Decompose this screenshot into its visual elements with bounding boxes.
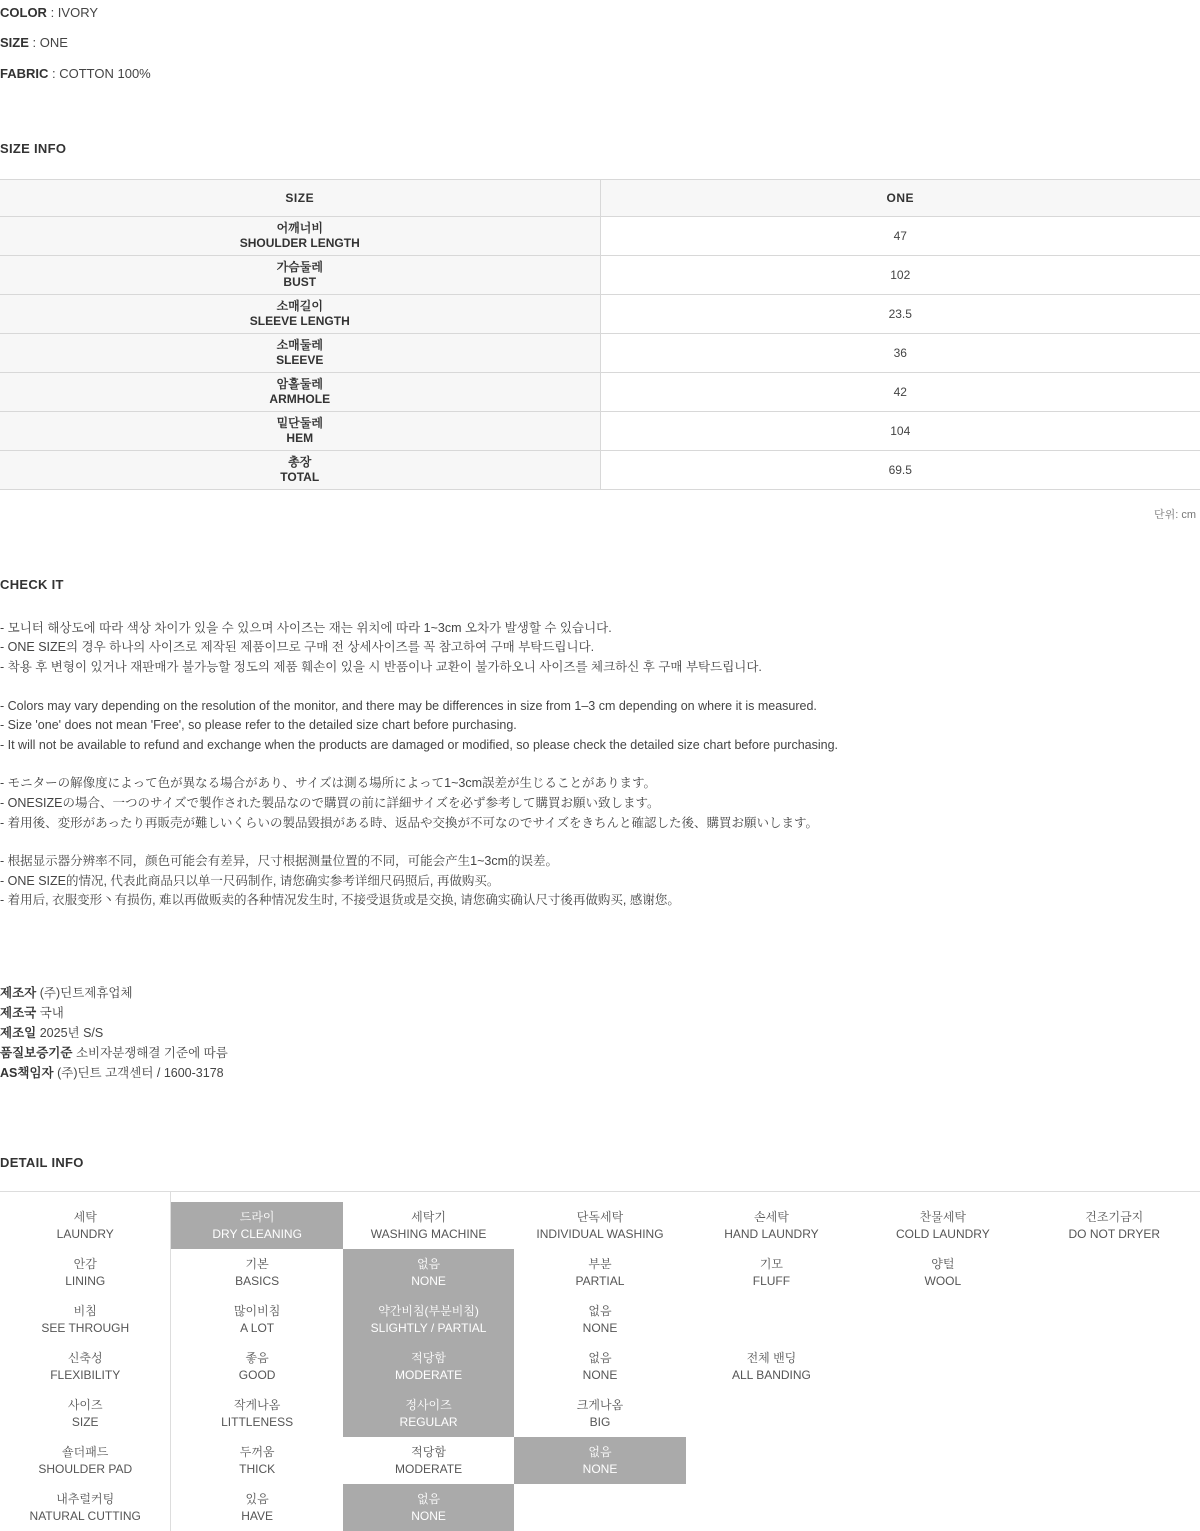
detail-cell-kr: 적당함 [411, 1445, 446, 1460]
detail-cell-kr: 비침 [73, 1304, 97, 1319]
detail-cell-en: DRY CLEANING [212, 1226, 302, 1241]
spec-fabric-value: COTTON 100% [59, 65, 151, 81]
detail-cell-kr: 크게나옴 [576, 1398, 624, 1413]
detail-cell-kr: 좋음 [245, 1351, 269, 1366]
detail-cell-en: NONE [411, 1508, 446, 1523]
size-row-label-kr: 소매둘레 [276, 337, 323, 352]
detail-cell-kr: 숄더패드 [62, 1445, 109, 1460]
manufacture-label: 품질보증기준 [0, 1046, 73, 1061]
detail-cell-kr: 없음 [588, 1304, 612, 1319]
detail-cell-en: THICK [239, 1461, 276, 1476]
manufacture-value: 2025년 S/S [39, 1026, 104, 1041]
manufacture-value: 국내 [39, 1006, 64, 1021]
detail-cell[interactable] [171, 1296, 342, 1343]
detail-cell[interactable] [343, 1437, 514, 1484]
detail-cell-kr: 두꺼움 [239, 1445, 275, 1460]
detail-cell [0, 1296, 170, 1343]
size-row-label-kr: 어깨너비 [276, 220, 323, 235]
manufacture-label: 제조국 [0, 1006, 37, 1021]
detail-cell[interactable] [514, 1249, 685, 1296]
spec-fabric-sep: : [48, 65, 60, 81]
size-row-label [0, 372, 600, 411]
detail-cell[interactable] [514, 1296, 685, 1343]
detail-cell [0, 1343, 170, 1390]
spec-color [0, 0, 1200, 20]
size-table-header-size: SIZE [0, 179, 600, 216]
size-row-value: 42 [600, 372, 1200, 411]
detail-cell-en: SIZE [71, 1414, 99, 1429]
detail-cell-kr: 기모 [759, 1257, 784, 1272]
size-row-label-kr: 가슴둘레 [276, 259, 323, 274]
detail-column-option-6 [1029, 1192, 1200, 1531]
size-info-section [0, 141, 1200, 522]
detail-cell-kr: 부분 [588, 1257, 612, 1272]
size-row-value: 69.5 [600, 450, 1200, 489]
detail-cell-en: MODERATE [395, 1367, 463, 1382]
detail-cell[interactable] [1029, 1202, 1200, 1249]
spec-color-label: COLOR [0, 5, 47, 20]
manufacture-row [0, 983, 1200, 1003]
detail-cell-kr: 세탁기 [411, 1210, 446, 1225]
detail-column-attribute [0, 1192, 171, 1531]
size-row-label-en: TOTAL [280, 469, 320, 484]
spec-size-sep: : [28, 35, 40, 51]
detail-cell-en: SEE THROUGH [41, 1320, 130, 1335]
detail-cell-en: ALL BANDING [731, 1367, 811, 1382]
detail-column-option-2 [343, 1192, 514, 1531]
detail-cell-en: REGULAR [399, 1414, 458, 1429]
detail-cell-kr: 기본 [245, 1257, 269, 1272]
check-line: - ONE SIZE的情况, 代表此商品只以单一尺码制作, 请您确实参考详细尺码照后, 再做购买。 [0, 873, 500, 888]
detail-cell-en: NONE [582, 1320, 618, 1335]
detail-cell [0, 1202, 170, 1249]
detail-info-title: DETAIL INFO [0, 1155, 84, 1171]
detail-cell[interactable] [514, 1343, 685, 1390]
spec-size [0, 36, 1200, 50]
size-row-label [0, 216, 600, 255]
detail-cell-kr: 사이즈 [67, 1398, 103, 1413]
spec-size-label: SIZE [0, 35, 29, 51]
detail-cell[interactable] [171, 1390, 342, 1437]
detail-cell-kr: 작게나옴 [233, 1398, 281, 1413]
size-row-label [0, 294, 600, 333]
check-it-body [0, 619, 1200, 911]
detail-cell[interactable] [514, 1390, 685, 1437]
detail-cell-kr: 세탁 [73, 1210, 97, 1225]
detail-cell-en: BIG [589, 1414, 611, 1429]
detail-cell-en: DO NOT DRYER [1068, 1226, 1161, 1241]
detail-cell [0, 1484, 170, 1531]
detail-cell-en: NATURAL CUTTING [29, 1508, 141, 1523]
detail-cell-selected[interactable] [514, 1437, 685, 1484]
detail-cell-en: GOOD [238, 1367, 276, 1382]
detail-cell-en: NONE [582, 1367, 618, 1382]
size-row-label-en: SLEEVE [276, 352, 324, 367]
detail-cell[interactable] [857, 1249, 1028, 1296]
manufacture-value: 소비자분쟁해결 기준에 따름 [75, 1046, 228, 1061]
detail-cell-kr: 정사이즈 [405, 1398, 452, 1413]
detail-cell-kr: 건조기금지 [1085, 1210, 1144, 1225]
detail-cell[interactable] [343, 1202, 514, 1249]
check-line: - 根据显示器分辨率不同，颜色可能会有差异，尺寸根据测量位置的不同，可能会产生1~3cm的误差。 [0, 854, 559, 869]
size-row-label-kr: 소매길이 [276, 298, 323, 313]
detail-cell-en: INDIVIDUAL WASHING [536, 1226, 664, 1241]
size-unit-note: 단위: cm [1153, 508, 1196, 521]
detail-cell-selected[interactable] [343, 1249, 514, 1296]
detail-cell-kr: 신축성 [67, 1351, 103, 1366]
detail-column-option-3 [514, 1192, 685, 1531]
product-spec-list [0, 0, 1200, 81]
manufacture-info [0, 983, 1200, 1083]
detail-cell-en: WOOL [924, 1273, 962, 1288]
detail-cell-kr: 없음 [588, 1445, 612, 1460]
detail-column-option-4 [686, 1192, 857, 1531]
table-row [0, 450, 1200, 489]
manufacture-row [0, 1063, 1200, 1083]
manufacture-label: 제조일 [0, 1026, 37, 1041]
detail-cell[interactable] [857, 1202, 1028, 1249]
detail-cell-selected[interactable] [343, 1390, 514, 1437]
check-line: - 着用後、変形があったり再販売が難しいくらいの製品毀損がある時、返品や交換が不可なのでサイズをきちんと確認した後、購買お願いします。 [0, 815, 819, 830]
check-line: - 모니터 해상도에 따라 색상 차이가 있을 수 있으며 사이즈는 재는 위치에 따라 1~3cm 오차가 발생할 수 있습니다. [0, 620, 612, 635]
spec-fabric [0, 67, 1200, 81]
detail-cell-kr: 양털 [931, 1257, 955, 1272]
detail-column-option-5 [857, 1192, 1028, 1531]
table-row [0, 255, 1200, 294]
table-row [0, 411, 1200, 450]
spec-color-value: IVORY [57, 5, 99, 20]
check-line: - It will not be available to refund and exchange when the products are damaged or modified, so please check the detailed size chart before purchasing. [0, 737, 839, 752]
check-line: - Colors may vary depending on the resolution of the monitor, and there may be differences in size from 1–3 cm depending on where it is measured. [0, 698, 817, 713]
check-spacer [0, 678, 1200, 697]
check-line: - Size 'one' does not mean 'Free', so please refer to the detailed size chart before purchasing. [0, 718, 517, 733]
detail-cell-kr: 없음 [416, 1492, 441, 1507]
size-row-label-kr: 밑단둘레 [276, 415, 323, 430]
size-table-body [0, 216, 1200, 489]
detail-cell-en: MODERATE [395, 1461, 463, 1476]
detail-cell[interactable] [686, 1249, 857, 1296]
size-row-label-kr: 총장 [288, 454, 312, 469]
detail-info-section [0, 1155, 1200, 1531]
detail-cell-en: NONE [411, 1273, 446, 1288]
detail-cell-en: LAUNDRY [56, 1226, 114, 1241]
spec-fabric-label: FABRIC [0, 65, 49, 81]
detail-info-table [0, 1191, 1200, 1531]
detail-cell[interactable] [171, 1437, 342, 1484]
manufacture-label: 제조자 [0, 986, 37, 1001]
manufacture-row [0, 1023, 1200, 1043]
check-line: - 着用后, 衣服变形丶有损伤, 难以再做贩卖的各种情况发生时, 不接受退货或是交换, 请您确实确认尺寸後再做购买, 感谢您。 [0, 893, 680, 908]
detail-cell-kr: 찬물세탁 [919, 1210, 967, 1225]
size-row-label-en: ARMHOLE [269, 391, 331, 406]
detail-cell-en: WASHING MACHINE [370, 1226, 487, 1241]
detail-cell-kr: 없음 [588, 1351, 612, 1366]
detail-cell [0, 1390, 170, 1437]
detail-cell[interactable] [171, 1249, 342, 1296]
detail-cell-en: HAND LAUNDRY [724, 1226, 819, 1241]
detail-cell-kr: 드라이 [239, 1210, 275, 1225]
size-info-title: SIZE INFO [0, 140, 67, 156]
detail-cell-selected[interactable] [343, 1343, 514, 1390]
check-it-section [0, 577, 1200, 911]
manufacture-row [0, 1003, 1200, 1023]
size-row-label [0, 333, 600, 372]
manufacture-row [0, 1043, 1200, 1063]
detail-cell-kr: 있음 [245, 1492, 269, 1507]
detail-cell-en: SHOULDER PAD [38, 1461, 133, 1476]
detail-cell-en: COLD LAUNDRY [895, 1226, 990, 1241]
manufacture-label: AS책임자 [0, 1066, 54, 1081]
detail-cell[interactable] [686, 1343, 857, 1390]
check-spacer [0, 833, 1200, 852]
detail-cell[interactable] [686, 1202, 857, 1249]
check-spacer [0, 755, 1200, 774]
check-line: - モニターの解像度によって色が異なる場合があり、サイズは測る場所によって1~3cm誤差が生じることがあります。 [0, 776, 657, 791]
detail-cell-kr: 단독세탁 [576, 1210, 624, 1225]
detail-cell-kr: 안감 [73, 1257, 97, 1272]
size-table-head [0, 179, 1200, 216]
detail-cell-en: A LOT [240, 1320, 275, 1335]
size-table-header-row [0, 179, 1200, 216]
size-row-label-en: BUST [283, 274, 317, 289]
size-table-header-one: ONE [600, 179, 1200, 216]
check-line: - 착용 후 변형이 있거나 재판매가 불가능할 정도의 제품 훼손이 있을 시 반품이나 교환이 불가하오니 사이즈를 체크하신 후 구매 부탁드립니다. [0, 660, 762, 675]
size-row-label-en: SHOULDER LENGTH [239, 235, 360, 250]
check-line: - ONESIZEの場合、一つのサイズで製作された製品なので購買の前に詳細サイズを必ず参考して購買お願い致します。 [0, 796, 660, 811]
detail-cell-en: BASICS [235, 1273, 280, 1288]
detail-cell-kr: 없음 [416, 1257, 441, 1272]
detail-cell-en: HAVE [241, 1508, 274, 1523]
size-row-label [0, 255, 600, 294]
detail-cell-selected[interactable] [343, 1484, 514, 1531]
detail-cell-en: FLUFF [752, 1273, 791, 1288]
table-row [0, 294, 1200, 333]
detail-cell [0, 1249, 170, 1296]
detail-cell-kr: 많이비침 [233, 1304, 281, 1319]
detail-cell-en: SLIGHTLY / PARTIAL [370, 1320, 487, 1335]
size-table [0, 179, 1200, 490]
size-row-label [0, 450, 600, 489]
size-row-value: 47 [600, 216, 1200, 255]
spec-size-value: ONE [39, 35, 68, 51]
size-row-label-en: HEM [286, 430, 314, 445]
detail-column-option-1 [171, 1192, 342, 1531]
table-row [0, 372, 1200, 411]
detail-cell [0, 1437, 170, 1484]
table-row [0, 216, 1200, 255]
detail-cell-kr: 내추럴커팅 [56, 1492, 115, 1507]
size-row-label [0, 411, 600, 450]
detail-cell-kr: 약간비침(부분비침) [378, 1304, 479, 1319]
check-it-title: CHECK IT [0, 576, 64, 592]
detail-cell-en: LINING [65, 1273, 106, 1288]
size-row-value: 36 [600, 333, 1200, 372]
detail-cell-en: NONE [582, 1461, 618, 1476]
size-row-label-kr: 암홀둘레 [276, 376, 323, 391]
size-row-value: 104 [600, 411, 1200, 450]
detail-cell-en: FLEXIBILITY [50, 1367, 121, 1382]
detail-cell-selected[interactable] [343, 1296, 514, 1343]
detail-cell-en: PARTIAL [575, 1273, 625, 1288]
check-line: - ONE SIZE의 경우 하나의 사이즈로 제작된 제품이므로 구매 전 상세사이즈를 꼭 참고하여 구매 부탁드립니다. [0, 640, 595, 655]
size-row-label-en: SLEEVE LENGTH [249, 313, 350, 328]
detail-cell-kr: 손세탁 [754, 1210, 789, 1225]
size-row-value: 23.5 [600, 294, 1200, 333]
detail-cell-en: LITTLENESS [221, 1414, 294, 1429]
detail-cell-selected[interactable] [171, 1202, 342, 1249]
size-row-value: 102 [600, 255, 1200, 294]
detail-cell[interactable] [514, 1202, 685, 1249]
manufacture-value: (주)딘트 고객센터 / 1600-3178 [57, 1066, 224, 1081]
spec-color-sep: : [46, 5, 58, 20]
detail-cell-kr: 적당함 [411, 1351, 446, 1366]
manufacture-value: (주)딘트제휴업체 [39, 986, 133, 1001]
table-row [0, 333, 1200, 372]
detail-cell-kr: 전체 밴딩 [746, 1351, 797, 1366]
detail-cell[interactable] [171, 1343, 342, 1390]
detail-cell[interactable] [171, 1484, 342, 1531]
